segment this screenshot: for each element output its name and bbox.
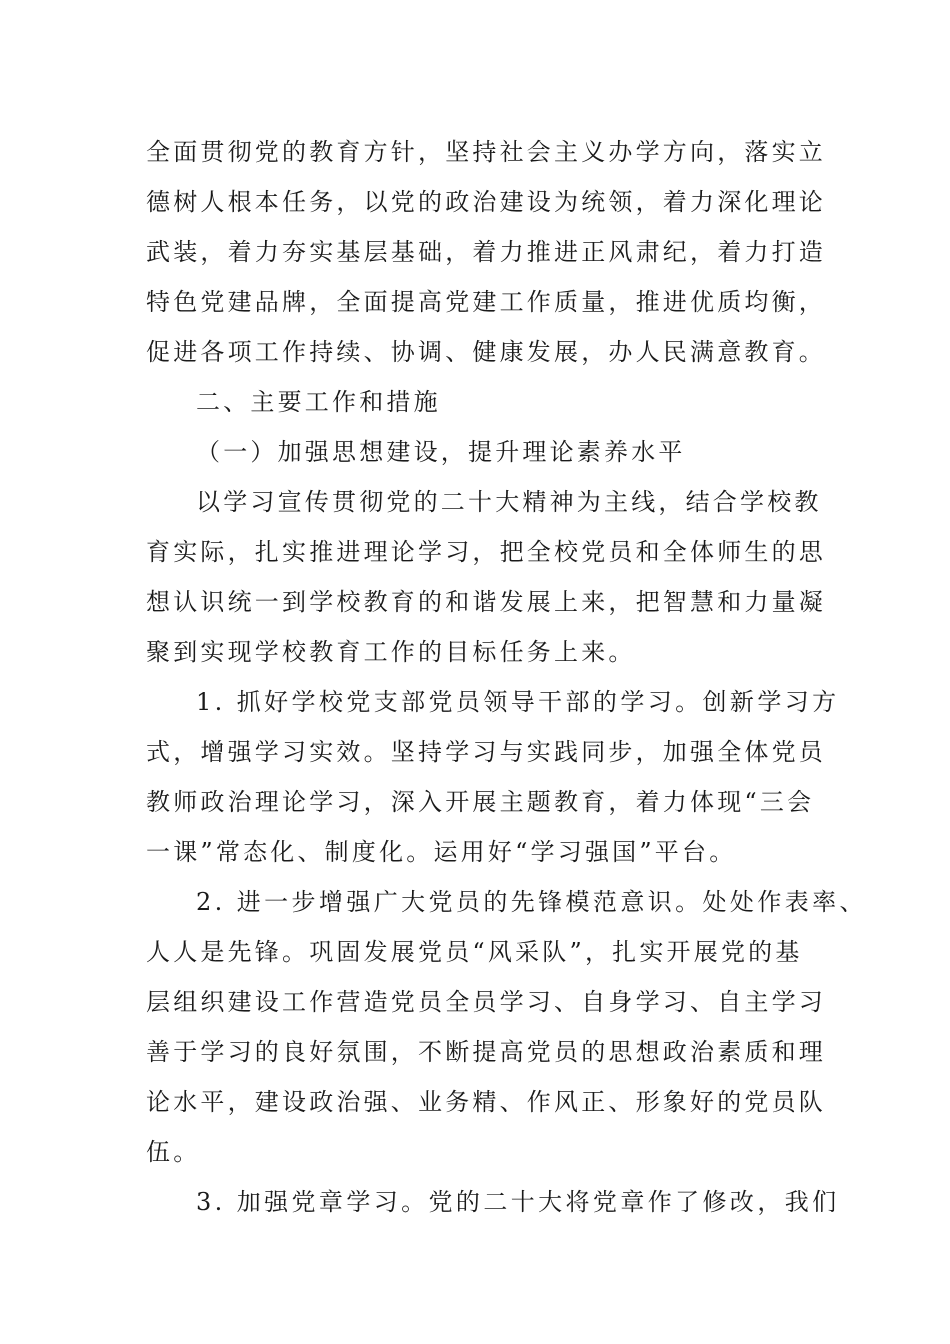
text-line: 全面贯彻党的教育方针，坚持社会主义办学方向，落实立 [146, 138, 826, 166]
numbered-item: 2. 进一步增强广大党员的先锋模范意识。处处作表率、 [196, 888, 867, 916]
numbered-item: 3. 加强党章学习。党的二十大将党章作了修改，我们 [196, 1188, 840, 1216]
text-line: 式，增强学习实效。坚持学习与实践同步，加强全体党员 [146, 738, 826, 766]
text-line: 教师政治理论学习，深入开展主题教育，着力体现“三会 [146, 788, 815, 816]
text-line: 育实际，扎实推进理论学习，把全校党员和全体师生的思 [146, 538, 826, 566]
text-line: 特色党建品牌，全面提高党建工作质量，推进优质均衡， [146, 288, 826, 316]
text-line: 层组织建设工作营造党员全员学习、自身学习、自主学习 [146, 988, 826, 1016]
text-line: 人人是先锋。巩固发展党员“风采队”，扎实开展党的基 [146, 938, 803, 966]
text-line: 伍。 [146, 1138, 201, 1166]
text-line: 促进各项工作持续、协调、健康发展，办人民满意教育。 [146, 338, 826, 366]
numbered-item: 1. 抓好学校党支部党员领导干部的学习。创新学习方 [196, 688, 840, 716]
section-heading: 二、主要工作和措施 [196, 388, 441, 416]
text-line: 一课”常态化、制度化。运用好“学习强国”平台。 [146, 838, 737, 866]
text-line: 德树人根本任务，以党的政治建设为统领，着力深化理论 [146, 188, 826, 216]
subsection-heading: （一）加强思想建设，提升理论素养水平 [196, 438, 686, 466]
text-line: 以学习宣传贯彻党的二十大精神为主线，结合学校教 [196, 488, 822, 516]
text-line: 武装，着力夯实基层基础，着力推进正风肃纪，着力打造 [146, 238, 826, 266]
text-line: 聚到实现学校教育工作的目标任务上来。 [146, 638, 636, 666]
text-line: 论水平，建设政治强、业务精、作风正、形象好的党员队 [146, 1088, 826, 1116]
text-line: 想认识统一到学校教育的和谐发展上来，把智慧和力量凝 [146, 588, 826, 616]
text-line: 善于学习的良好氛围，不断提高党员的思想政治素质和理 [146, 1038, 826, 1066]
